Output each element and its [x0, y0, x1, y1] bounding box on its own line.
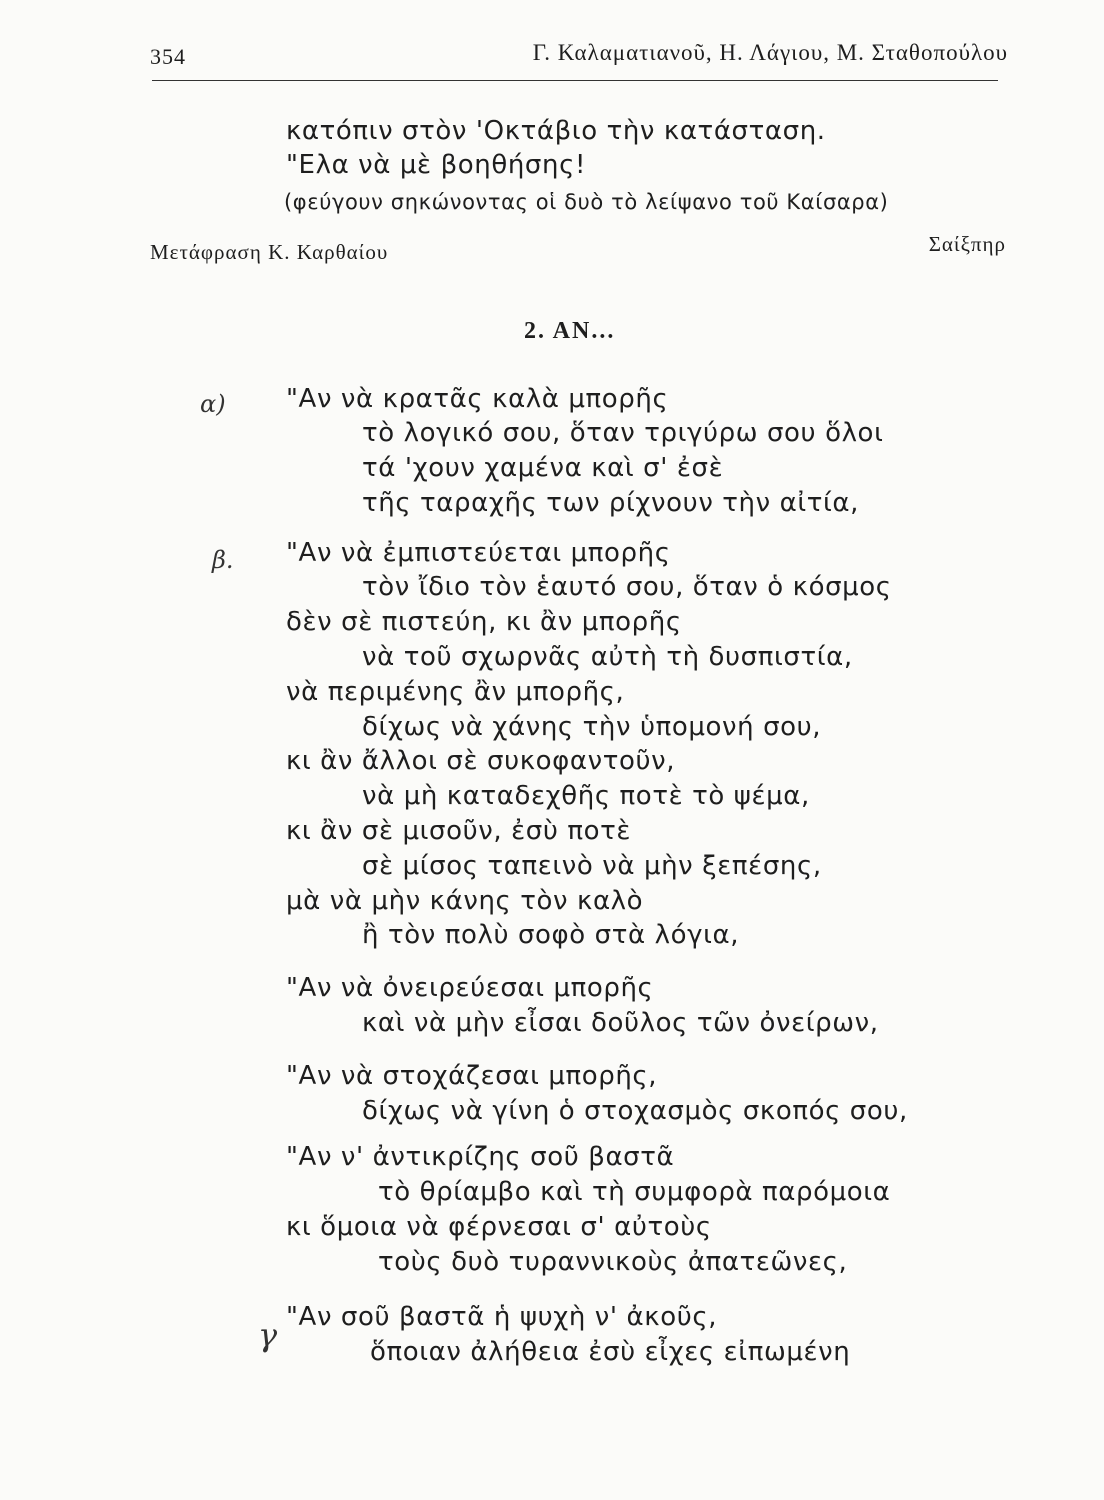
- stage-direction: (φεύγουν σηκώνοντας οἱ δυὸ τὸ λείψανο τοῦ Καίσαρα): [284, 190, 889, 214]
- poem-line: νὰ τοῦ σχωρνᾶς αὐτὴ τὴ δυσπιστία,: [362, 642, 853, 672]
- poem-line: τά 'χουν χαμένα καὶ σ' ἐσὲ: [362, 453, 724, 483]
- page-number: 354: [150, 44, 186, 69]
- poem-line: σὲ μίσος ταπεινὸ νὰ μὴν ξεπέσης,: [362, 851, 822, 881]
- poem-line: δίχως νὰ γίνη ὁ στοχασμὸς σκοπός σου,: [362, 1096, 908, 1126]
- poem-line: τοὺς δυὸ τυραννικοὺς ἀπατεῶνες,: [378, 1247, 848, 1277]
- running-header-authors: Γ. Καλαματιανοῦ, Η. Λάγιου, Μ. Σταθοπούλου: [532, 40, 1008, 65]
- poem-line: ἢ τὸν πολὺ σοφὸ στὰ λόγια,: [362, 920, 740, 950]
- text-line: κατόπιν στὸν 'Οκτάβιο τὴν κατάσταση.: [286, 116, 826, 146]
- poem-line: τὸ λογικό σου, ὅταν τριγύρω σου ὅλοι: [362, 418, 884, 448]
- poem-line: "Αν σοῦ βαστᾶ ἡ ψυχὴ ν' ἀκοῦς,: [286, 1302, 718, 1332]
- poem-line: καὶ νὰ μὴν εἶσαι δοῦλος τῶν ὀνείρων,: [362, 1008, 879, 1038]
- poem-line: νὰ περιμένης ἂν μπορῆς,: [286, 677, 625, 707]
- poem-line: "Αν νὰ κρατᾶς καλὰ μπορῆς: [286, 384, 669, 414]
- poem-title: 2. ΑΝ...: [524, 318, 616, 344]
- quoted-author: Σαίξπηρ: [928, 232, 1006, 256]
- poem-line: "Αν ν' ἀντικρίζης σοῦ βαστᾶ: [286, 1142, 675, 1172]
- poem-line: τὸν ἴδιο τὸν ἑαυτό σου, ὅταν ὁ κόσμος: [362, 572, 892, 602]
- margin-note-handwritten: γ: [258, 1316, 278, 1354]
- poem-line: νὰ μὴ καταδεχθῆς ποτὲ τὸ ψέμα,: [362, 781, 810, 811]
- margin-note-handwritten: α): [200, 390, 226, 418]
- poem-line: "Αν νὰ ἐμπιστεύεται μπορῆς: [286, 538, 671, 568]
- translation-credit: Μετάφραση Κ. Καρθαίου: [150, 240, 389, 264]
- poem-line: ὅποιαν ἀλήθεια ἐσὺ εἶχες εἰπωμένη: [370, 1337, 851, 1367]
- poem-line: τὸ θρίαμβο καὶ τὴ συμφορὰ παρόμοια: [378, 1177, 891, 1207]
- poem-line: δὲν σὲ πιστεύη, κι ἂν μπορῆς: [286, 607, 682, 637]
- text-line: "Ελα νὰ μὲ βοηθήσης!: [286, 150, 586, 180]
- poem-line: τῆς ταραχῆς των ρίχνουν τὴν αἰτία,: [362, 488, 860, 518]
- poem-line: κι ἂν σὲ μισοῦν, ἐσὺ ποτὲ: [286, 816, 632, 846]
- poem-line: "Αν νὰ ὀνειρεύεσαι μπορῆς: [286, 973, 654, 1003]
- poem-line: μὰ νὰ μὴν κάνης τὸν καλὸ: [286, 886, 644, 916]
- margin-note-handwritten: β.: [212, 546, 234, 574]
- poem-line: "Αν νὰ στοχάζεσαι μπορῆς,: [286, 1061, 658, 1091]
- poem-line: κι ὅμοια νὰ φέρνεσαι σ' αὐτοὺς: [286, 1212, 712, 1242]
- header-rule: [152, 80, 998, 81]
- poem-line: δίχως νὰ χάνης τὴν ὑπομονή σου,: [362, 712, 822, 742]
- poem-line: κι ἂν ἄλλοι σὲ συκοφαντοῦν,: [286, 746, 676, 776]
